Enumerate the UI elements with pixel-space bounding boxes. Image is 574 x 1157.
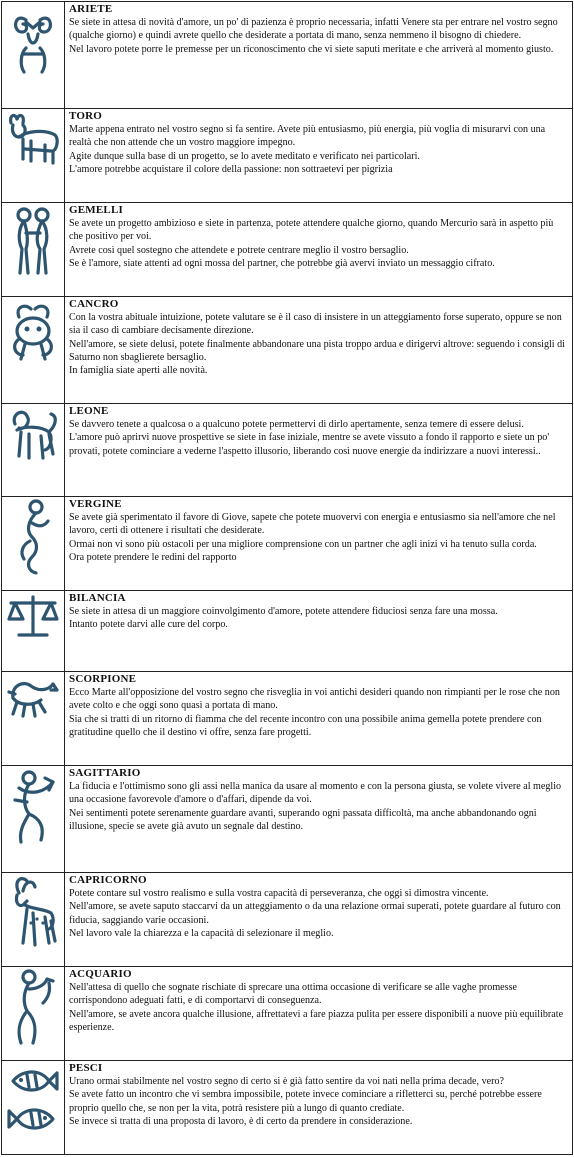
- sign-icon-cell: [2, 1061, 65, 1155]
- sign-text-cell: [65, 591, 573, 672]
- sign-name: ARIETE: [69, 3, 113, 15]
- sign-row-vergine: [2, 497, 573, 591]
- sign-icon-cell: [2, 203, 65, 297]
- sign-icon-cell: [2, 873, 65, 967]
- sign-row-toro: [2, 109, 573, 203]
- sign-paragraph: Se è l'amore, siate attenti ad ogni mossa del partner, che potrebbe già avervi inviato un messaggio cifrato.: [69, 257, 495, 269]
- sign-text-cell: [65, 297, 573, 404]
- sign-name: SAGITTARIO: [69, 767, 141, 779]
- sign-paragraph: Nell'amore, se avete saputo staccarvi da un atteggiamento o da una relazione ormai superati, potete guardare al futuro con fiducia, saggiando varie occasioni.: [69, 901, 561, 926]
- twins-icon: [8, 203, 58, 281]
- sign-text-cell: [65, 967, 573, 1061]
- sign-paragraph: L'amore potrebbe acquistare il colore della passione: non sottraetevi per pigrizia: [69, 163, 393, 175]
- sign-row-sagittario: [2, 766, 573, 873]
- archer-icon: [5, 766, 61, 850]
- sign-icon-cell: [2, 2, 65, 109]
- sign-paragraph: Ecco Marte all'opposizione del vostro segno che risveglia in voi antichi desideri quando non rimpianti per le rose che non avete colto e che oggi sono quasi a portata di mano.: [69, 687, 560, 712]
- fishes-icon: [5, 1061, 61, 1141]
- sign-text-cell: [65, 2, 573, 109]
- sign-row-ariete: [2, 2, 573, 109]
- sign-row-gemelli: [2, 203, 573, 297]
- scales-icon: [5, 591, 61, 641]
- bull-icon: [5, 109, 61, 169]
- sign-icon-cell: [2, 766, 65, 873]
- sign-paragraph: Avrete così quel sostegno che attendete e potrete centrare meglio il vostro bersaglio.: [69, 244, 409, 256]
- sign-paragraph: Potete contare sul vostro realismo e sulla vostra capacità di perseveranza, che oggi si dimostra vincente.: [69, 888, 489, 900]
- sign-row-bilancia: [2, 591, 573, 672]
- sign-paragraph: L'amore può aprirvi nuove prospettive se siete in fase iniziale, mentre se avete vissuto a fondo il rapporto e siete un po' provati, potete cominciare a vederne l'aspetto illusorio, liberando così nuove energie da indirizzare a nuovi interessi..: [69, 432, 550, 457]
- sign-paragraph: Se siete in attesa di un maggiore coinvolgimento d'amore, potete attendere fiduciosi senza fare una mossa.: [69, 606, 498, 618]
- sign-paragraph: Se davvero tenete a qualcosa o a qualcuno potete permettervi di dirlo apertamente, senza temere di essere delusi.: [69, 419, 524, 431]
- sign-paragraph: Con la vostra abituale intuizione, potete valutare se è il caso di insistere in un atteggiamento forse superato, oppure se non sia il caso di cambiare decisamente direzione.: [69, 312, 562, 337]
- sign-paragraph: In famiglia siate aperti alle novità.: [69, 365, 208, 377]
- scorpion-icon: [5, 672, 61, 724]
- sign-paragraph: La fiducia e l'ottimismo sono gli assi nella manica da usare al momento e con la persona giusta, se volete vivere al meglio una occasione favorevole d'amore o d'affari, dipende da voi.: [69, 781, 562, 806]
- sign-row-cancro: [2, 297, 573, 404]
- sign-paragraph: Sia che si tratti di un ritorno di fiamma che del recente incontro con una possibile anima gemella potete prendere con gratitudine quello che il destino vi offre, senza fare progetti.: [69, 713, 542, 738]
- sign-text-cell: [65, 497, 573, 591]
- sign-paragraph: Se avete fatto un incontro che vi sembra impossibile, potete invece cominciare a rifletterci su, perché potrebbe essere proprio quello che, se non per la vita, potrà resistere più a lungo di quanto crediate.: [69, 1089, 542, 1114]
- sign-icon-cell: [2, 672, 65, 766]
- lion-icon: [5, 404, 61, 468]
- sign-paragraph: Se avete un progetto ambizioso e siete in partenza, potete attendere qualche giorno, quando Mercurio sarà in aspetto più che positivo per voi.: [69, 218, 554, 243]
- crab-icon: [5, 297, 61, 367]
- sign-icon-cell: [2, 497, 65, 591]
- sign-text-cell: [65, 1061, 573, 1155]
- sign-name: VERGINE: [69, 498, 122, 510]
- sign-row-leone: [2, 404, 573, 497]
- sign-name: LEONE: [69, 405, 109, 417]
- sign-name: CANCRO: [69, 298, 119, 310]
- sign-text-cell: [65, 873, 573, 967]
- sign-paragraph: Ormai non vi sono più ostacoli per una migliore comprensione con un partner che agli inizi vi ha tenuto sulla corda.: [69, 538, 537, 550]
- sign-paragraph: Nell'amore, se siete delusi, potete finalmente abbandonare una pista troppo ardua e dirigervi altrove: seguendo i consigli di Saturno non sbaglierete bersaglio.: [69, 338, 565, 363]
- ram-icon: [6, 2, 60, 78]
- sign-row-acquario: [2, 967, 573, 1061]
- sign-row-pesci: [2, 1061, 573, 1155]
- sign-paragraph: Nell'amore, se avete ancora qualche illusione, affrettatevi a fare piazza pulita per essere disponibili a nuove più equilibrate esperienze.: [69, 1008, 564, 1033]
- sign-name: BILANCIA: [69, 592, 126, 604]
- sign-icon-cell: [2, 297, 65, 404]
- sign-paragraph: Se siete in attesa di novità d'amore, un po' di pazienza è proprio necessaria, infatti Venere sta per entrare nel vostro segno (qualche giorno) e quindi avrete quello che desiderate a portata di mano, senza nemmeno il bisogno di chiedere.: [69, 17, 558, 42]
- sign-name: TORO: [69, 110, 102, 122]
- sign-text-cell: [65, 109, 573, 203]
- sign-row-scorpione: [2, 672, 573, 766]
- sign-text-cell: [65, 404, 573, 497]
- horoscope-table: [1, 1, 573, 1155]
- sign-paragraph: Agite dunque sulla base di un progetto, se lo avete meditato e verificato nei particolari.: [69, 150, 420, 162]
- goat-icon: [5, 873, 61, 953]
- sign-paragraph: Urano ormai stabilmente nel vostro segno di certo si è già fatto sentire da voi nati nella prima decade, vero?: [69, 1076, 505, 1088]
- sign-paragraph: Nei sentimenti potete serenamente guardare avanti, superando ogni passata difficoltà, ma anche abbandonando ogni illusione, specie se avete già avuto un segnale dal destino.: [69, 807, 537, 832]
- water-bearer-icon: [7, 967, 59, 1051]
- sign-name: ACQUARIO: [69, 968, 132, 980]
- sign-name: PESCI: [69, 1062, 103, 1074]
- sign-icon-cell: [2, 591, 65, 672]
- sign-paragraph: Nel lavoro potete porre le premesse per un riconoscimento che vi siete saputi meritate e che arriverà al momento giusto.: [69, 43, 554, 55]
- sign-paragraph: Intanto potete darvi alle cure del corpo.: [69, 619, 228, 631]
- sign-text-cell: [65, 766, 573, 873]
- sign-text-cell: [65, 203, 573, 297]
- sign-text-cell: [65, 672, 573, 766]
- sign-name: SCORPIONE: [69, 673, 137, 685]
- sign-paragraph: Se invece si tratta di una proposta di lavoro, è di certo da prendere in considerazione.: [69, 1115, 413, 1127]
- sign-icon-cell: [2, 967, 65, 1061]
- sign-paragraph: Ora potete prendere le redini del rapporto: [69, 551, 237, 563]
- sign-paragraph: Se avete già sperimentato il favore di Giove, sapete che potete muovervi con energia e entusiasmo sia nell'amore che nel lavoro, certi di ottenere i risultati che desiderate.: [69, 512, 556, 537]
- sign-paragraph: Nell'attesa di quello che sognate rischiate di sprecare una ottima occasione di verificare se alle vaghe promesse corrispondono adeguati fatti, e di comportarvi di conseguenza.: [69, 982, 517, 1007]
- virgin-icon: [8, 497, 58, 577]
- sign-icon-cell: [2, 109, 65, 203]
- sign-name: CAPRICORNO: [69, 874, 147, 886]
- sign-paragraph: Nel lavoro vale la chiarezza e la capacità di selezionare il meglio.: [69, 927, 334, 939]
- sign-icon-cell: [2, 404, 65, 497]
- sign-paragraph: Marte appena entrato nel vostro segno si fa sentire. Avete più entusiasmo, più energia, più voglia di misurarvi con una realtà che non attende che un vostro maggiore impegno.: [69, 124, 546, 149]
- sign-name: GEMELLI: [69, 204, 123, 216]
- sign-row-capricorno: [2, 873, 573, 967]
